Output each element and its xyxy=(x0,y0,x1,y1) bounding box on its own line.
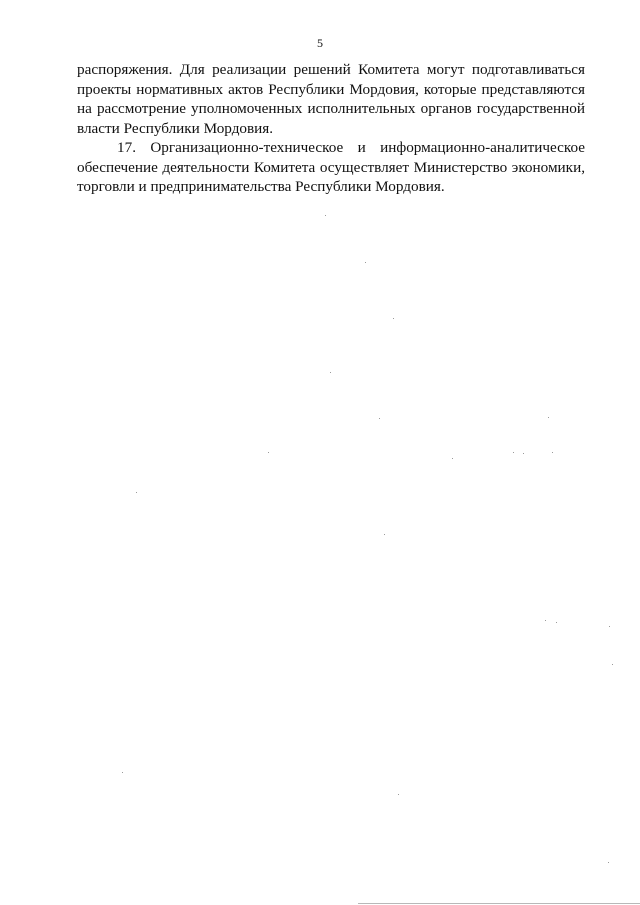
document-body xyxy=(77,60,585,197)
text-line: торговли и предпринимательства Республики Мордовия. xyxy=(77,178,445,195)
text-line: власти Республики Мордовия. xyxy=(77,119,274,137)
scan-edge-line xyxy=(358,903,640,904)
paragraph-17 xyxy=(77,138,585,197)
text-line: распоряжения. Для реализации решений Комитета могут подготавливаться xyxy=(77,61,585,78)
paragraph-continuation xyxy=(77,60,585,138)
text-line: 17. Организационно-техническое и информационно-аналитическое xyxy=(117,139,585,156)
text-line: проекты нормативных актов Республики Мордовия, которые представляются xyxy=(77,80,585,98)
text-line: обеспечение деятельности Комитета осуществляет Министерство экономики, xyxy=(77,158,585,176)
page-number: 5 xyxy=(317,36,323,50)
text-line: на рассмотрение уполномоченных исполнительных органов государственной xyxy=(77,100,585,117)
